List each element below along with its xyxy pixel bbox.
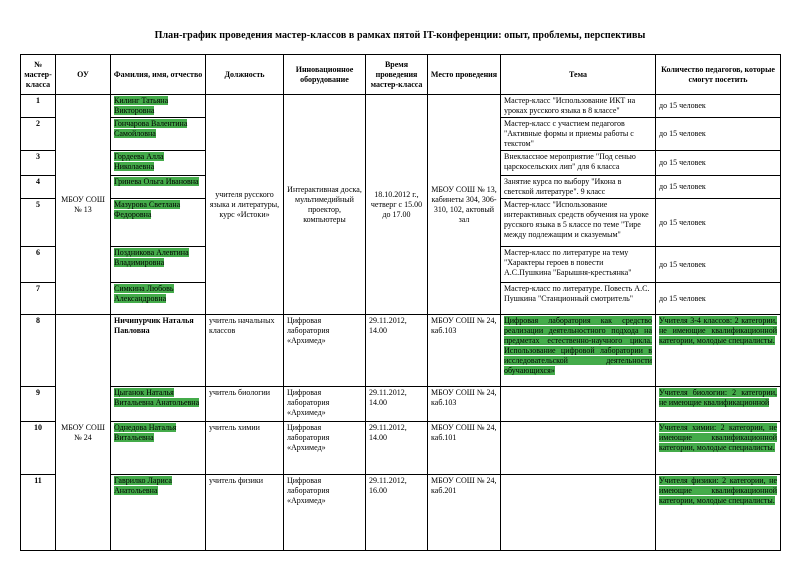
equipment-cell: Интерактивная доска, мультимедийный проектор, компьютеры [284,95,366,315]
teacher-name-cell [111,422,206,475]
teacher-name-highlight: Мазурова Светлана Федоровна [114,200,181,219]
count-cell [656,422,781,475]
row-number-cell: 6 [21,247,56,283]
teacher-name-highlight: Симкина Любовь Александровна [114,284,174,303]
col-header-place: Место проведения [428,55,501,95]
count-cell [656,475,781,551]
count-highlight: Учителя химии: 2 категории, не имеющие квалификационной категории, молодые специалисты. [659,423,777,452]
count-cell: до 15 человек [656,199,781,247]
place-cell: МБОУ СОШ № 24, каб.201 [428,475,501,551]
teacher-name-cell [111,176,206,199]
row-number-cell: 9 [21,387,56,422]
col-header-num: № мастер-класса [21,55,56,95]
equipment-cell: Цифровая лаборатория «Архимед» [284,422,366,475]
tema-cell: Мастер-класс "Использование ИКТ на уроках русского языка в 8 классе" [501,95,656,118]
equipment-cell: Цифровая лаборатория «Архимед» [284,315,366,387]
time-cell: 18.10.2012 г., четверг с 15.00 до 17.00 [366,95,428,315]
equipment-cell: Цифровая лаборатория «Архимед» [284,387,366,422]
col-header-fio: Фамилия, имя, отчество [111,55,206,95]
row-number-cell: 4 [21,176,56,199]
position-cell: учителя русского языка и литературы, курс «Истоки» [206,95,284,315]
teacher-name-cell [111,151,206,176]
teacher-name-highlight: Гаврилко Лариса Анатольевна [114,476,172,495]
row-number-cell: 7 [21,283,56,315]
time-cell: 29.11.2012, 14.00 [366,422,428,475]
tema-cell [501,475,656,551]
count-cell: до 15 человек [656,95,781,118]
count-cell: до 15 человек [656,151,781,176]
time-cell: 29.11.2012, 16.00 [366,475,428,551]
teacher-name-highlight: Гончарова Валентина Самойловна [114,119,188,138]
count-cell: до 15 человек [656,283,781,315]
table-row [21,95,781,118]
col-header-count: Количество педагогов, которые смогут посетить [656,55,781,95]
place-cell: МБОУ СОШ № 24, каб.103 [428,315,501,387]
tema-cell [501,315,656,387]
count-cell [656,315,781,387]
col-header-equipment: Инновационное оборудование [284,55,366,95]
count-cell: до 15 человек [656,247,781,283]
position-cell: учитель биологии [206,387,284,422]
teacher-name-highlight: Поздникова Алевтина Владимировна [114,248,189,267]
tema-cell: Внеклассное мероприятие "Под сенью царскосельских лип" для 6 класса [501,151,656,176]
teacher-name-highlight: Цыганок Наталья Витальевна Анатольевна [114,388,200,407]
row-number-cell: 3 [21,151,56,176]
ou-cell: МБОУ СОШ № 24 [56,315,111,551]
col-header-position: Должность [206,55,284,95]
teacher-name-cell [111,199,206,247]
place-cell: МБОУ СОШ № 13, кабинеты 304, 306-310, 102, актовый зал [428,95,501,315]
time-cell: 29.11.2012, 14.00 [366,387,428,422]
teacher-name-highlight: Однедова Наталья Витальевна [114,423,177,442]
tema-cell: Мастер-класс по литературе. Повесть А.С. Пушкина "Станционный смотритель" [501,283,656,315]
ou-cell: МБОУ СОШ № 13 [56,95,111,315]
count-cell: до 15 человек [656,176,781,199]
page-title: План-график проведения мастер-классов в рамках пятой IT-конференции: опыт, проблемы, перспективы [154,30,646,41]
teacher-name-cell [111,475,206,551]
tema-cell: Мастер-класс с участием педагогов "Активные формы и приемы работы с текстом" [501,118,656,151]
teacher-name-cell [111,387,206,422]
count-highlight: Учителя физики: 2 категории, не имеющие квалификационной категории, молодые специалисты. [659,476,777,505]
count-cell [656,387,781,422]
tema-cell [501,422,656,475]
count-cell: до 15 человек [656,118,781,151]
row-number-cell: 2 [21,118,56,151]
table-row [21,422,781,475]
col-header-ou: ОУ [56,55,111,95]
table-row [21,475,781,551]
tema-cell: Занятие курса по выбору "Икона в светской литературе". 9 класс [501,176,656,199]
row-number-cell: 11 [21,475,56,551]
place-cell: МБОУ СОШ № 24, каб.101 [428,422,501,475]
place-cell: МБОУ СОШ № 24, каб.103 [428,387,501,422]
count-highlight: Учителя биологии: 2 категории, не имеющие квалификационной [659,388,777,407]
teacher-name-cell [111,247,206,283]
row-number-cell: 5 [21,199,56,247]
row-number-cell: 1 [21,95,56,118]
tema-cell: Мастер-класс по литературе на тему "Характеры героев в повести А.С.Пушкина "Барышня-крестьянка" [501,247,656,283]
teacher-name-highlight: Гордеева Алла Николаевна [114,152,164,171]
header-row [21,55,781,95]
tema-cell [501,387,656,422]
time-cell: 29.11.2012, 14.00 [366,315,428,387]
position-cell: учитель начальных классов [206,315,284,387]
teacher-name-highlight: Килинг Татьяна Викторовна [114,96,169,115]
col-header-time: Время проведения мастер-класса [366,55,428,95]
table-row [21,387,781,422]
col-header-tema: Тема [501,55,656,95]
teacher-name-cell [111,283,206,315]
teacher-name-cell: Ничипурчик Наталья Павловна [111,315,206,387]
teacher-name-cell [111,118,206,151]
teacher-name-highlight: Гринева Ольга Ивановна [114,177,199,186]
position-cell: учитель химии [206,422,284,475]
tema-highlight: Цифровая лаборатория как средство реализации деятельностного подхода на предметах естественно-научного цикла. Использование цифровой лаборатории в исследовательской деятельности обучающихся» [504,316,652,375]
schedule-table [20,54,781,551]
position-cell: учитель физики [206,475,284,551]
equipment-cell: Цифровая лаборатория «Архимед» [284,475,366,551]
row-number-cell: 8 [21,315,56,387]
teacher-name-cell [111,95,206,118]
tema-cell: Мастер-класс "Использование интерактивных средств обучения на уроке русского языка в 5 классе по теме "Тире между подлежащим и сказуемым" [501,199,656,247]
table-row [21,315,781,387]
row-number-cell: 10 [21,422,56,475]
count-highlight: Учителя 3-4 классов: 2 категории, не имеющие квалификационной категории, молодые специалисты. [659,316,777,345]
